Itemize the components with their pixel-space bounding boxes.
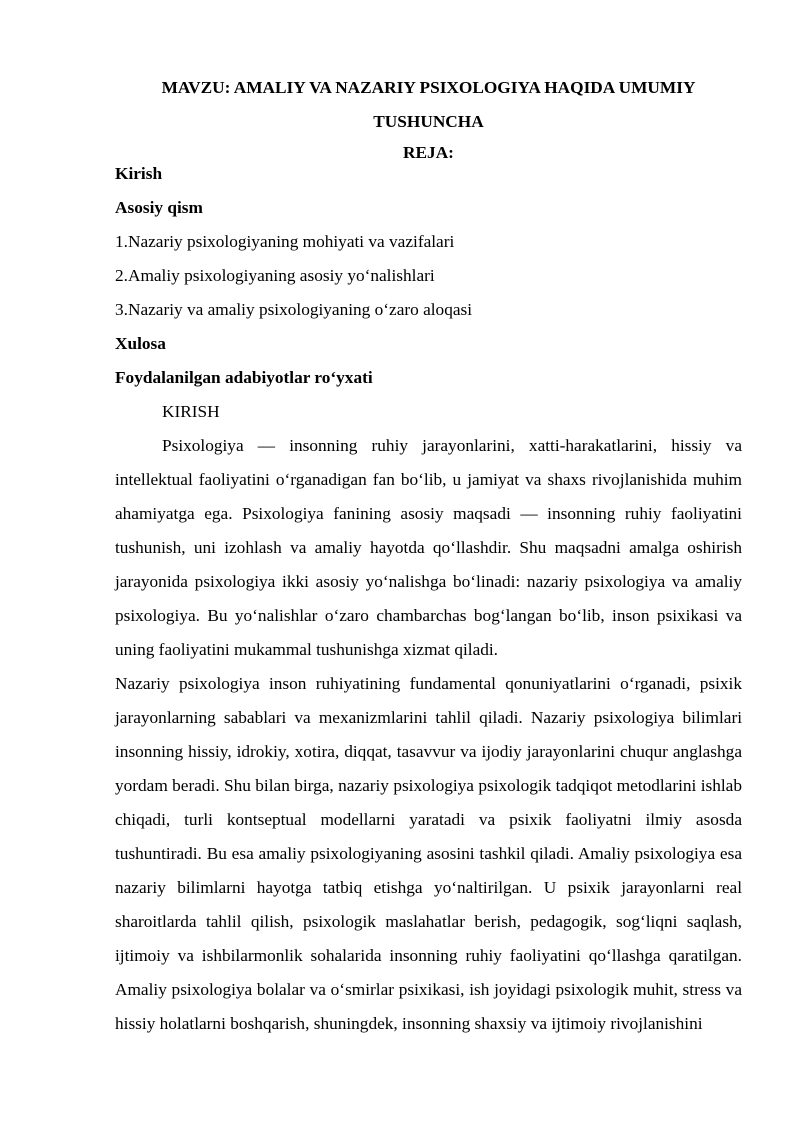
paragraph-theory-practice: Nazariy psixologiya inson ruhiyatining fundamental qonuniyatlarini o‘rganadi, psixik jarayonlarning sabablari va mexanizmlarini tahlil qiladi. Nazariy psixologiya bilimlari insonning hissiy, idrokiy, xotira, diqqat, tasavvur va ijodiy jarayonlarini chuqur anglashga yordam beradi. Shu bilan birga, nazariy psixologiya psixologik tadqiqot metodlarini ishlab chiqadi, turli kontseptual modellarni yaratadi va psixik faoliyatni ilmiy asosda tushuntiradi. Bu esa amaliy psixologiyaning asosini tashkil qiladi. Amaliy psixologiya esa nazariy bilimlarni hayotga tatbiq etishga yo‘naltirilgan. U psixik jarayonlarni real sharoitlarda tahlil qilish, psixologik maslahatlar berish, pedagogik, sog‘liqni saqlash, ijtimoiy va ishbilarmonlik sohalarida insonning ruhiy faoliyatini qo‘llashga qaratilgan. Amaliy psixologiya bolalar va o‘smirlar psixikasi, ish joyidagi psixologik muhit, stress va hissiy holatlarni boshqarish, shuningdek, insonning shaxsiy va ijtimoiy rivojlanishini [115,674,742,1033]
paragraph-intro: Psixologiya — insonning ruhiy jarayonlarini, xatti-harakatlarini, hissiy va intellektual faoliyatini o‘rganadigan fan bo‘lib, u jamiyat va shaxs rivojlanishida muhim ahamiyatga ega. Psixologiya fanining asosiy maqsadi — insonning ruhiy faoliyatini tushunish, uni izohlash va amaliy hayotda qo‘llashdir. Shu maqsadni amalga oshirish jarayonida psixologiya ikki asosiy yo‘nalishga bo‘linadi: nazariy psixologiya va amaliy psixologiya. Bu yo‘nalishlar o‘zaro chambarchas bog‘langan bo‘lib, inson psixikasi va uning faoliyatini mukammal tushunishga xizmat qiladi. [115,436,742,659]
document-title: MAVZU: AMALIY VA NAZARIY PSIXOLOGIYA HAQIDA UMUMIY TUSHUNCHA [161,78,696,131]
document-content [115,71,742,1041]
plan-item-adabiyotlar: Foydalanilgan adabiyotlar ro‘yxati [115,368,373,387]
plan-item-1: 1.Nazariy psixologiyaning mohiyati va vazifalari [115,232,455,251]
plan-item-asosiy-qism: Asosiy qism [115,198,203,217]
plan-item-xulosa: Xulosa [115,334,166,353]
plan-item-kirish: Kirish [115,164,163,183]
plan-list [115,163,742,395]
plan-item-2: 2.Amaliy psixologiyaning asosiy yo‘nalishlari [115,266,435,285]
plan-item-3: 3.Nazariy va amaliy psixologiyaning o‘zaro aloqasi [115,300,473,319]
plan-heading: REJA: [403,143,454,162]
section-heading-kirish: KIRISH [162,402,220,421]
